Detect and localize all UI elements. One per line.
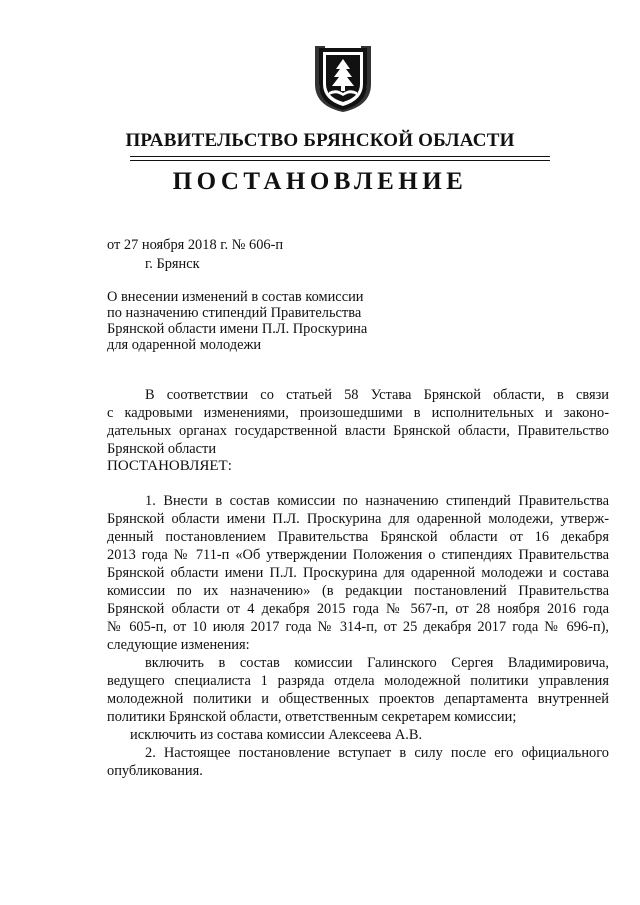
exclude-line: исключить из состава комиссии Алексеева А.В. bbox=[130, 727, 423, 743]
document-date-number: от 27 ноября 2018 г. № 606-п bbox=[107, 237, 284, 253]
item2-line: 2. Настоящее постановление вступает в силу после его официального bbox=[145, 745, 609, 761]
document-city: г. Брянск bbox=[145, 256, 200, 272]
subject-line: по назначению стипендий Правительства bbox=[107, 305, 362, 321]
item1-line: комиссии по их назначению» (в редакции постановлений Правительства bbox=[107, 583, 609, 599]
subject-line: Брянской области имени П.Л. Проскурина bbox=[107, 321, 368, 337]
item2-line: опубликования. bbox=[107, 763, 203, 779]
resolves-heading: ПОСТАНОВЛЯЕТ: bbox=[107, 458, 232, 474]
preamble-line: дательных органах государственной власти Брянской области, Правительство bbox=[107, 423, 609, 439]
item1-line: Брянской области от 4 декабря 2015 года № 567-п, от 28 ноября 2016 года bbox=[107, 601, 609, 617]
item1-line: 2013 года № 711-п «Об утверждении Положения о стипендиях Правительства bbox=[107, 547, 609, 563]
preamble-line: Брянской области bbox=[107, 441, 217, 457]
subject-line: для одаренной молодежи bbox=[107, 337, 262, 353]
item1-line: следующие изменения: bbox=[107, 637, 250, 653]
preamble-line: с кадровыми изменениями, произошедшими в исполнительных и законо- bbox=[107, 405, 609, 421]
bryansk-coat-of-arms-icon bbox=[313, 40, 373, 112]
include-line: ведущего специалиста 1 разряда отдела молодежной политики управления bbox=[107, 673, 609, 689]
header-rule-thick bbox=[130, 156, 550, 157]
include-line: молодежной политики и общественных проектов департамента внутренней bbox=[107, 691, 609, 707]
include-line: политики Брянской области, ответственным секретарем комиссии; bbox=[107, 709, 517, 725]
document-type-title: ПОСТАНОВЛЕНИЕ bbox=[172, 168, 468, 195]
organization-name: ПРАВИТЕЛЬСТВО БРЯНСКОЙ ОБЛАСТИ bbox=[125, 130, 515, 151]
item1-line: денный постановлением Правительства Брянской области от 16 декабря bbox=[107, 529, 609, 545]
item1-line: № 605-п, от 10 июля 2017 года № 314-п, от 25 декабря 2017 года № 696-п), bbox=[107, 619, 609, 635]
item1-line: Брянской области имени П.Л. Проскурина для одаренной молодежи и состава bbox=[107, 565, 609, 581]
subject-line: О внесении изменений в состав комиссии bbox=[107, 289, 364, 305]
preamble-line: В соответствии со статьей 58 Устава Брянской области, в связи bbox=[145, 387, 609, 403]
item1-line: 1. Внести в состав комиссии по назначению стипендий Правительства bbox=[145, 493, 609, 509]
header-rule-thin bbox=[130, 160, 550, 161]
include-line: включить в состав комиссии Галинского Сергея Владимировича, bbox=[145, 655, 609, 671]
item1-line: Брянской области имени П.Л. Проскурина для одаренной молодежи, утверж- bbox=[107, 511, 609, 527]
